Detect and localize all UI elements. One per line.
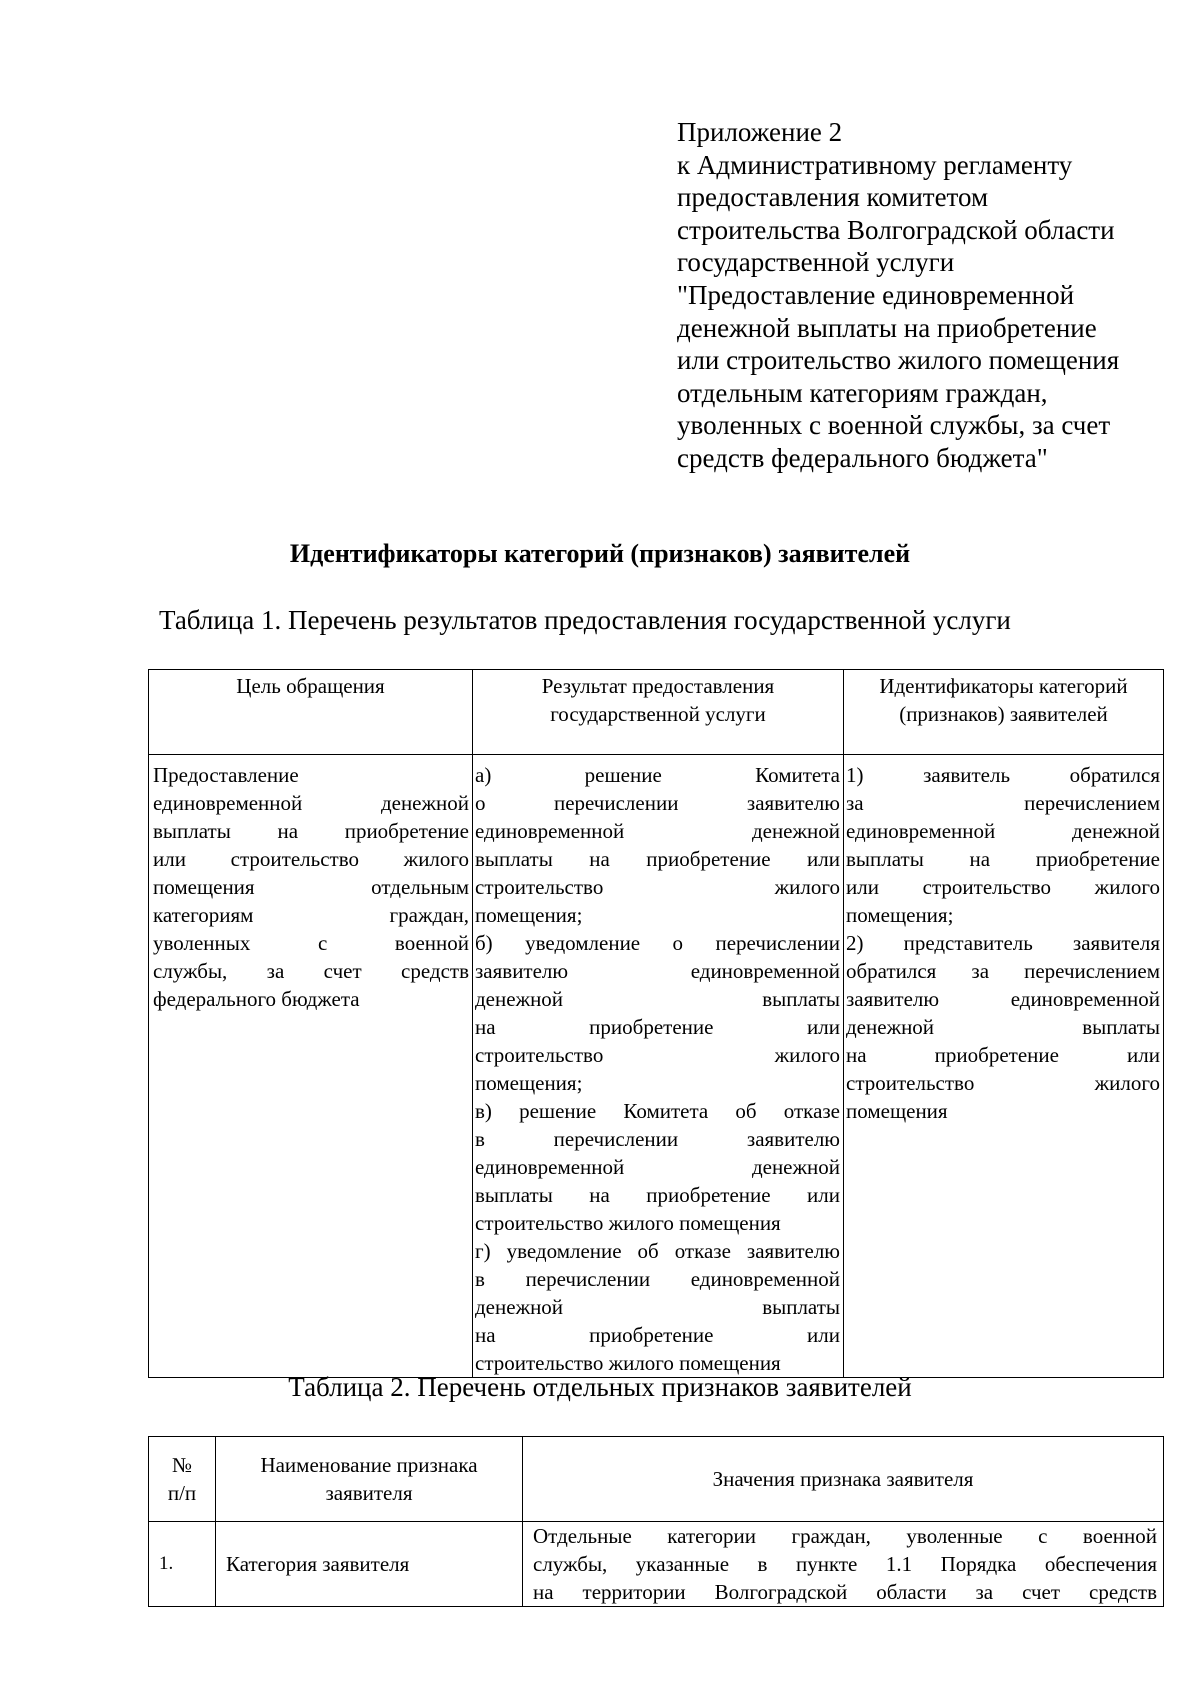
- cell-line: или строительство жилого: [846, 875, 1160, 899]
- result-cell: [473, 755, 844, 1378]
- column-header-number: № п/п: [149, 1437, 216, 1522]
- cell-line: помещения;: [846, 903, 954, 927]
- cell-line: строительство жилого: [475, 875, 840, 899]
- value-line: Отдельные категории граждан, уволенные с военной: [533, 1524, 1157, 1548]
- cell-line: денежной выплаты: [475, 1295, 840, 1319]
- cell-line: заявителю единовременной: [846, 987, 1160, 1011]
- appendix-line: или строительство жилого помещения: [677, 345, 1120, 376]
- appendix-block: [677, 116, 1177, 475]
- identifiers-cell: [844, 755, 1164, 1378]
- cell-line: а) решение Комитета: [475, 763, 840, 787]
- attributes-table: [148, 1436, 1164, 1607]
- table-row: [149, 1522, 1164, 1607]
- cell-line: или строительство жилого: [153, 847, 469, 871]
- appendix-line: денежной выплаты на приобретение: [677, 312, 1097, 343]
- cell-line: денежной выплаты: [846, 1015, 1160, 1039]
- appendix-line: отдельным категориям граждан,: [677, 377, 1048, 408]
- cell-line: на приобретение или: [846, 1043, 1160, 1067]
- appendix-line: строительства Волгоградской области: [677, 214, 1115, 245]
- cell-line: в) решение Комитета об отказе: [475, 1099, 840, 1123]
- cell-line: г) уведомление об отказе заявителю: [475, 1239, 840, 1263]
- cell-line: помещения;: [475, 903, 583, 927]
- cell-line: 1) заявитель обратился: [846, 763, 1160, 787]
- cell-line: б) уведомление о перечислении: [475, 931, 840, 955]
- identifiers-cell-text: [846, 761, 1160, 1125]
- appendix-line: средств федерального бюджета": [677, 442, 1048, 473]
- cell-line: заявителю единовременной: [475, 959, 840, 983]
- cell-line: помещения отдельным: [153, 875, 469, 899]
- attribute-name: Категория заявителя: [216, 1522, 523, 1607]
- cell-line: помещения;: [475, 1071, 583, 1095]
- cell-line: строительство жилого: [475, 1043, 840, 1067]
- cell-line: помещения: [846, 1099, 948, 1123]
- cell-line: в перечислении единовременной: [475, 1267, 840, 1291]
- attribute-values: [523, 1522, 1164, 1607]
- cell-line: единовременной денежной: [846, 819, 1160, 843]
- cell-line: строительство жилого помещения: [475, 1211, 781, 1235]
- cell-line: выплаты на приобретение или: [475, 847, 840, 871]
- cell-line: единовременной денежной: [475, 1155, 840, 1179]
- column-header-attribute-name: Наименование признака заявителя: [216, 1437, 523, 1522]
- goal-cell-text: [153, 761, 469, 1013]
- table-header-row: [149, 670, 1164, 755]
- appendix-line: к Административному регламенту: [677, 149, 1073, 180]
- cell-line: единовременной денежной: [153, 791, 469, 815]
- value-line: на территории Волгоградской области за счет средств: [533, 1580, 1157, 1604]
- cell-line: Предоставление: [153, 763, 299, 787]
- cell-line: строительство жилого: [846, 1071, 1160, 1095]
- cell-line: единовременной денежной: [475, 819, 840, 843]
- document-title: Идентификаторы категорий (признаков) заявителей: [289, 539, 911, 568]
- cell-line: о перечислении заявителю: [475, 791, 840, 815]
- appendix-line: уволенных с военной службы, за счет: [677, 410, 1111, 441]
- cell-line: обратился за перечислением: [846, 959, 1160, 983]
- table-row: [149, 755, 1164, 1378]
- appendix-line: Приложение 2: [677, 117, 843, 147]
- table1-caption: Таблица 1. Перечень результатов предоставления государственной услуги: [159, 605, 1011, 635]
- appendix-line: государственной услуги: [677, 247, 955, 278]
- goal-cell: [149, 755, 473, 1378]
- results-table: [148, 669, 1164, 1378]
- cell-line: на приобретение или: [475, 1015, 840, 1039]
- table2-caption: Таблица 2. Перечень отдельных признаков заявителей: [288, 1372, 912, 1402]
- cell-line: категориям граждан,: [153, 903, 469, 927]
- cell-line: выплаты на приобретение: [846, 847, 1160, 871]
- appendix-line: предоставления комитетом: [677, 182, 989, 213]
- cell-line: федерального бюджета: [153, 987, 360, 1011]
- value-line: службы, указанные в пункте 1.1 Порядка обеспечения: [533, 1552, 1157, 1576]
- cell-line: в перечислении заявителю: [475, 1127, 840, 1151]
- cell-line: на приобретение или: [475, 1323, 840, 1347]
- cell-line: 2) представитель заявителя: [846, 931, 1160, 955]
- column-header-result: Результат предоставления государственной услуги: [473, 670, 844, 755]
- cell-line: выплаты на приобретение: [153, 819, 469, 843]
- result-cell-text: [475, 761, 840, 1377]
- table-header-row: [149, 1437, 1164, 1522]
- cell-line: выплаты на приобретение или: [475, 1183, 840, 1207]
- cell-line: службы, за счет средств: [153, 959, 469, 983]
- cell-line: строительство жилого помещения: [475, 1351, 781, 1375]
- cell-line: уволенных с военной: [153, 931, 469, 955]
- row-number: 1.: [149, 1522, 216, 1607]
- appendix-line: "Предоставление единовременной: [677, 279, 1075, 310]
- cell-line: за перечислением: [846, 791, 1160, 815]
- column-header-identifiers: Идентификаторы категорий (признаков) заявителей: [844, 670, 1164, 755]
- cell-line: денежной выплаты: [475, 987, 840, 1011]
- column-header-attribute-values: Значения признака заявителя: [523, 1437, 1164, 1522]
- column-header-goal: Цель обращения: [149, 670, 473, 755]
